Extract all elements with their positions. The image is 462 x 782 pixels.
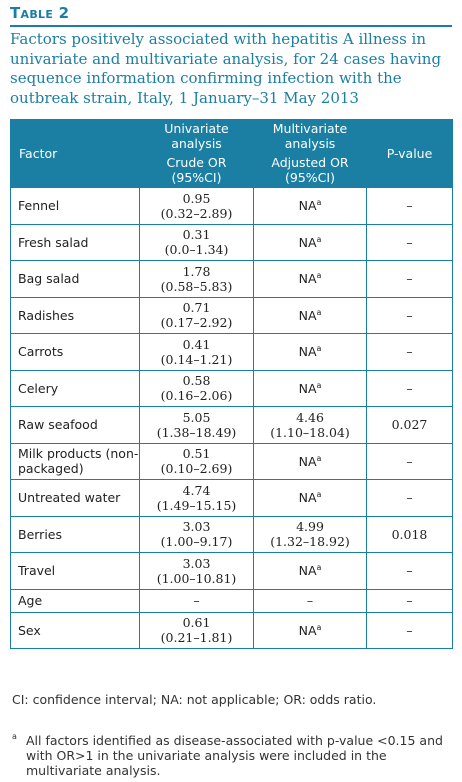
crude-or-value: 0.41: [182, 336, 211, 352]
pvalue-cell: –: [367, 612, 453, 649]
footnote-marker: a: [316, 344, 322, 354]
table-row: [11, 261, 453, 298]
crude-or-ci: (0.21–1.81): [160, 630, 233, 646]
crude-or-ci: (1.38–18.49): [156, 424, 237, 440]
table-row: [11, 370, 453, 407]
crude-or-value: 5.05: [182, 409, 211, 425]
footnote-marker: a: [316, 271, 322, 281]
adjusted-or-value: NA: [298, 490, 317, 506]
crude-or-ci: (0.14–1.21): [160, 351, 233, 367]
header-multivariate: Multivariate analysis: [254, 120, 367, 153]
footnote-a-text: All factors identified as disease-associated with p-value <0.15 and with OR>1 in the univariate analysis were included in the multivariate analysis.: [26, 733, 443, 778]
factor-cell: Raw seafood: [11, 407, 140, 444]
adjusted-or-cell: [254, 334, 367, 371]
table-row: [11, 553, 453, 590]
table-row: [11, 224, 453, 261]
crude-or-value: 3.03: [182, 519, 211, 535]
adjusted-or-cell: [254, 224, 367, 261]
crude-or-cell: [140, 188, 254, 225]
crude-or-value: 0.61: [182, 615, 211, 631]
factor-cell: Milk products (non-packaged): [11, 443, 140, 480]
footnote-marker: a: [316, 563, 322, 573]
table-row: [11, 297, 453, 334]
crude-or-value: 3.03: [182, 555, 211, 571]
pvalue-cell: –: [367, 553, 453, 590]
crude-or-cell: [140, 553, 254, 590]
pvalue-cell: –: [367, 261, 453, 298]
crude-or-ci: (0.58–5.83): [160, 278, 233, 294]
footnote-marker: a: [316, 234, 322, 244]
footnote-marker: a: [316, 453, 322, 463]
crude-or-cell: [140, 480, 254, 517]
pvalue-cell: –: [367, 188, 453, 225]
crude-or-value: 0.51: [182, 446, 211, 462]
table-label: Table 2: [10, 4, 70, 22]
table-caption: Factors positively associated with hepatitis A illness in univariate and multivariate analysis, for 24 cases having sequence information confirming infection with the outbreak strain, Italy, 1 January–31 May 2013: [10, 30, 442, 107]
factor-cell: Sex: [11, 612, 140, 649]
crude-or-ci: (0.16–2.06): [160, 388, 233, 404]
factor-cell: Fennel: [11, 188, 140, 225]
factor-cell: Carrots: [11, 334, 140, 371]
adjusted-or-cell: [254, 480, 367, 517]
crude-or-ci: (0.32–2.89): [160, 205, 233, 221]
adjusted-or-value: 4.99: [296, 519, 324, 535]
footnote-marker: a: [316, 622, 322, 632]
pvalue-cell: –: [367, 589, 453, 612]
crude-or-value: 0.58: [182, 373, 211, 389]
crude-or-cell: [140, 334, 254, 371]
results-table: [10, 119, 453, 649]
adjusted-or-value: NA: [298, 344, 317, 360]
crude-or-cell: [140, 370, 254, 407]
adjusted-or-value: NA: [298, 271, 317, 287]
footnote-a: [12, 733, 452, 778]
crude-or-value: 4.74: [182, 482, 211, 498]
footnote-marker: a: [316, 380, 322, 390]
adjusted-or-value: NA: [298, 198, 317, 214]
header-univariate: Univariate analysis: [140, 120, 254, 153]
footnote-marker: a: [316, 490, 322, 500]
factor-cell: Travel: [11, 553, 140, 590]
crude-or-ci: (0.0–1.34): [164, 242, 229, 258]
adjusted-or-value: NA: [298, 563, 317, 579]
adjusted-or-cell: [254, 370, 367, 407]
pvalue-cell: –: [367, 334, 453, 371]
table-row: [11, 589, 453, 612]
crude-or-cell: [140, 261, 254, 298]
factor-cell: Fresh salad: [11, 224, 140, 261]
adjusted-or-cell: [254, 297, 367, 334]
crude-or-value: –: [193, 593, 200, 608]
crude-or-cell: [140, 589, 254, 612]
adjusted-or-value: NA: [298, 622, 317, 638]
crude-or-ci: (1.00–10.81): [156, 570, 237, 586]
factor-cell: Celery: [11, 370, 140, 407]
table-row: [11, 612, 453, 649]
adjusted-or-cell: [254, 261, 367, 298]
adjusted-or-value: 4.46: [296, 409, 324, 425]
factor-cell: Bag salad: [11, 261, 140, 298]
pvalue-cell: 0.027: [367, 407, 453, 444]
table-row: [11, 516, 453, 553]
crude-or-ci: (0.17–2.92): [160, 315, 233, 331]
table-row: [11, 480, 453, 517]
table-row: [11, 334, 453, 371]
factor-cell: Age: [11, 589, 140, 612]
crude-or-value: 0.71: [182, 300, 211, 316]
adjusted-or-cell: [254, 612, 367, 649]
adjusted-or-value: NA: [298, 453, 317, 469]
factor-cell: Berries: [11, 516, 140, 553]
factor-cell: Untreated water: [11, 480, 140, 517]
crude-or-value: 1.78: [182, 263, 211, 279]
table-row: [11, 407, 453, 444]
adjusted-or-cell: [254, 443, 367, 480]
crude-or-value: 0.95: [182, 190, 211, 206]
table-body: [11, 188, 453, 649]
crude-or-cell: [140, 407, 254, 444]
crude-or-value: 0.31: [182, 227, 211, 243]
pvalue-cell: 0.018: [367, 516, 453, 553]
header-factor: Factor: [11, 120, 140, 188]
adjusted-or-ci: (1.32–18.92): [270, 534, 350, 550]
footnote-a-mark: a: [12, 732, 17, 741]
crude-or-cell: [140, 443, 254, 480]
adjusted-or-value: NA: [298, 307, 317, 323]
adjusted-or-ci: (1.10–18.04): [270, 424, 350, 440]
factor-cell: Radishes: [11, 297, 140, 334]
adjusted-or-value: NA: [298, 380, 317, 396]
footnote-marker: a: [316, 307, 322, 317]
crude-or-cell: [140, 297, 254, 334]
footnote-marker: a: [316, 198, 322, 208]
header-adjusted-or: Adjusted OR (95%CI): [254, 153, 367, 188]
adjusted-or-value: NA: [298, 234, 317, 250]
crude-or-ci: (1.00–9.17): [160, 534, 233, 550]
pvalue-cell: –: [367, 224, 453, 261]
crude-or-ci: (0.10–2.69): [160, 461, 233, 477]
crude-or-cell: [140, 612, 254, 649]
crude-or-cell: [140, 516, 254, 553]
adjusted-or-cell: [254, 516, 367, 553]
pvalue-cell: –: [367, 370, 453, 407]
table-row: [11, 443, 453, 480]
pvalue-cell: –: [367, 480, 453, 517]
footnote-abbreviations: CI: confidence interval; NA: not applicable; OR: odds ratio.: [12, 692, 377, 707]
header-pvalue: P-value: [367, 120, 453, 188]
pvalue-cell: –: [367, 443, 453, 480]
crude-or-cell: [140, 224, 254, 261]
pvalue-cell: –: [367, 297, 453, 334]
adjusted-or-cell: [254, 589, 367, 612]
header-crude-or: Crude OR (95%CI): [140, 153, 254, 188]
adjusted-or-cell: [254, 553, 367, 590]
adjusted-or-value: –: [306, 593, 314, 608]
crude-or-ci: (1.49–15.15): [156, 497, 237, 513]
table-row: [11, 188, 453, 225]
adjusted-or-cell: [254, 188, 367, 225]
adjusted-or-cell: [254, 407, 367, 444]
title-rule: [10, 25, 452, 27]
